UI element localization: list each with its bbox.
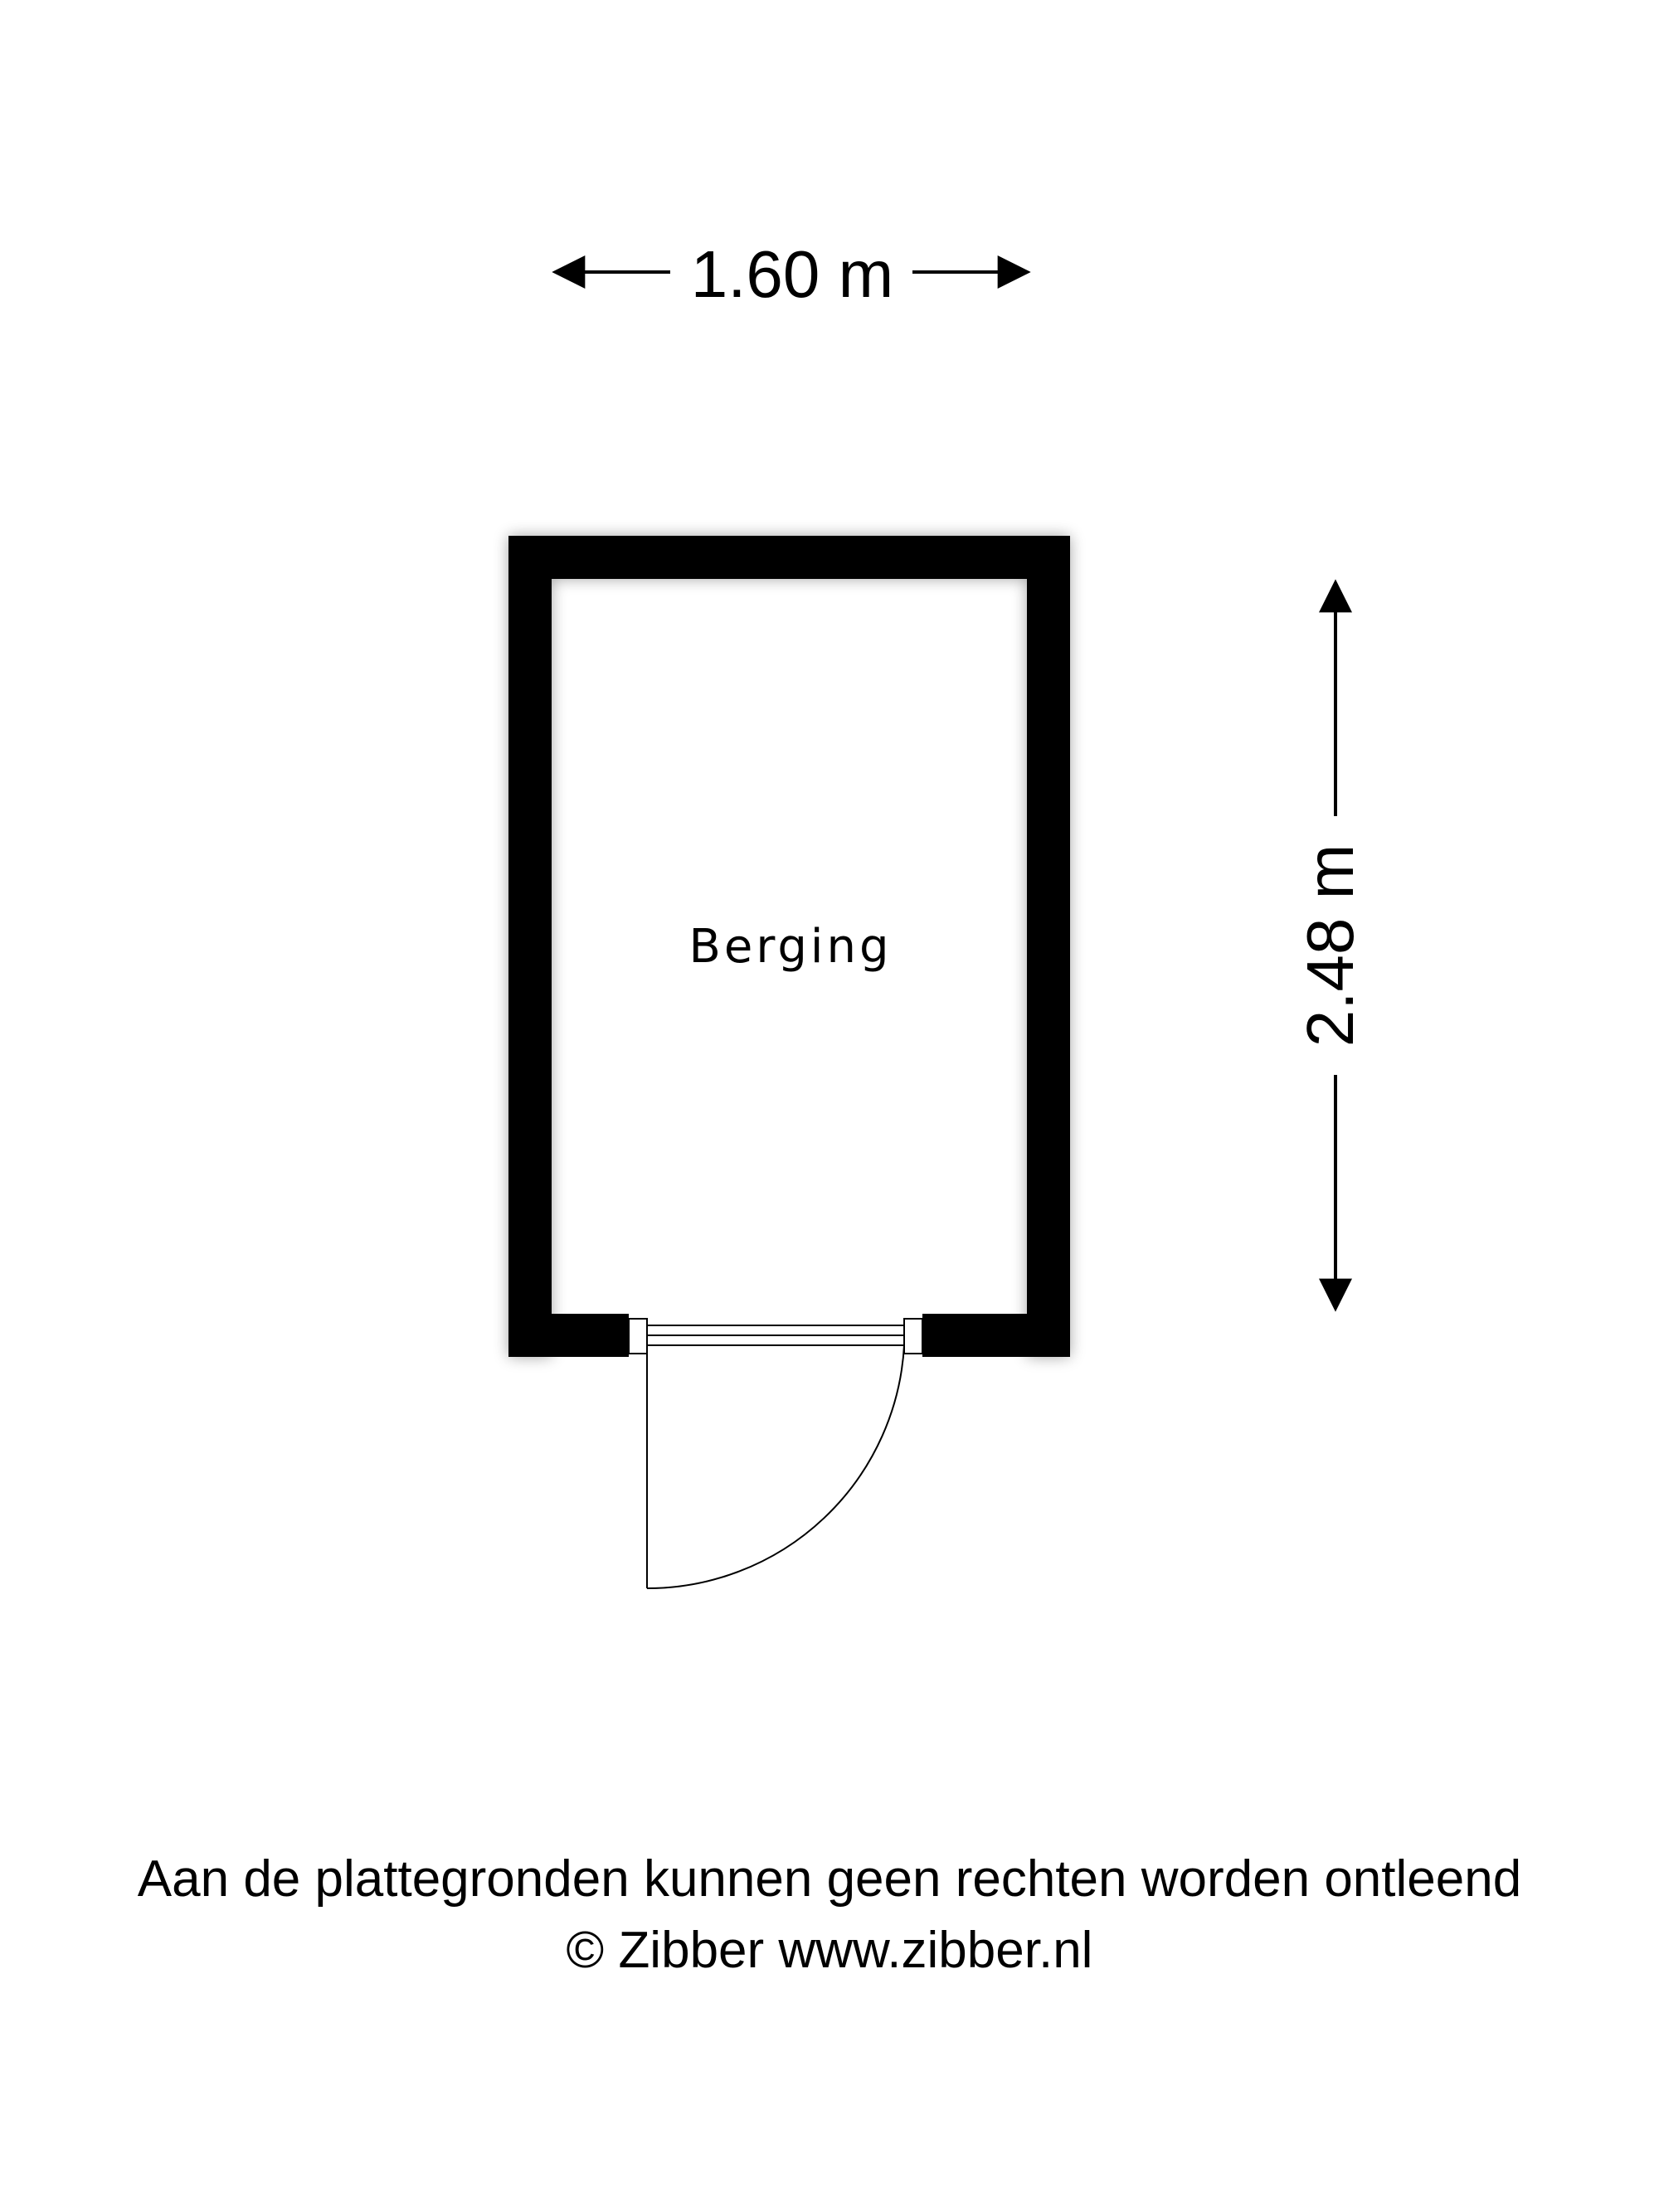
door — [629, 1319, 922, 1588]
door-frame-right — [904, 1319, 922, 1354]
door-swing-arc — [647, 1345, 904, 1588]
width-dimension-label: 1.60 m — [690, 237, 894, 311]
height-dimension-label: 2.48 m — [1293, 843, 1368, 1048]
height-dimension — [1293, 585, 1367, 1306]
room-berging — [508, 536, 1070, 1357]
footer-copyright: © Zibber www.zibber.nl — [566, 1922, 1093, 1979]
footer-disclaimer: Aan de plattegronden kunnen geen rechten worden ontleend — [137, 1850, 1522, 1908]
wall-bottom-right — [922, 1314, 1070, 1357]
wall-bottom-left — [508, 1314, 629, 1357]
width-dimension — [557, 237, 1025, 311]
room-label: Berging — [688, 920, 893, 974]
door-frame-left — [629, 1319, 647, 1354]
wall-left — [508, 536, 552, 1357]
wall-right — [1027, 536, 1070, 1357]
wall-top — [508, 536, 1070, 579]
